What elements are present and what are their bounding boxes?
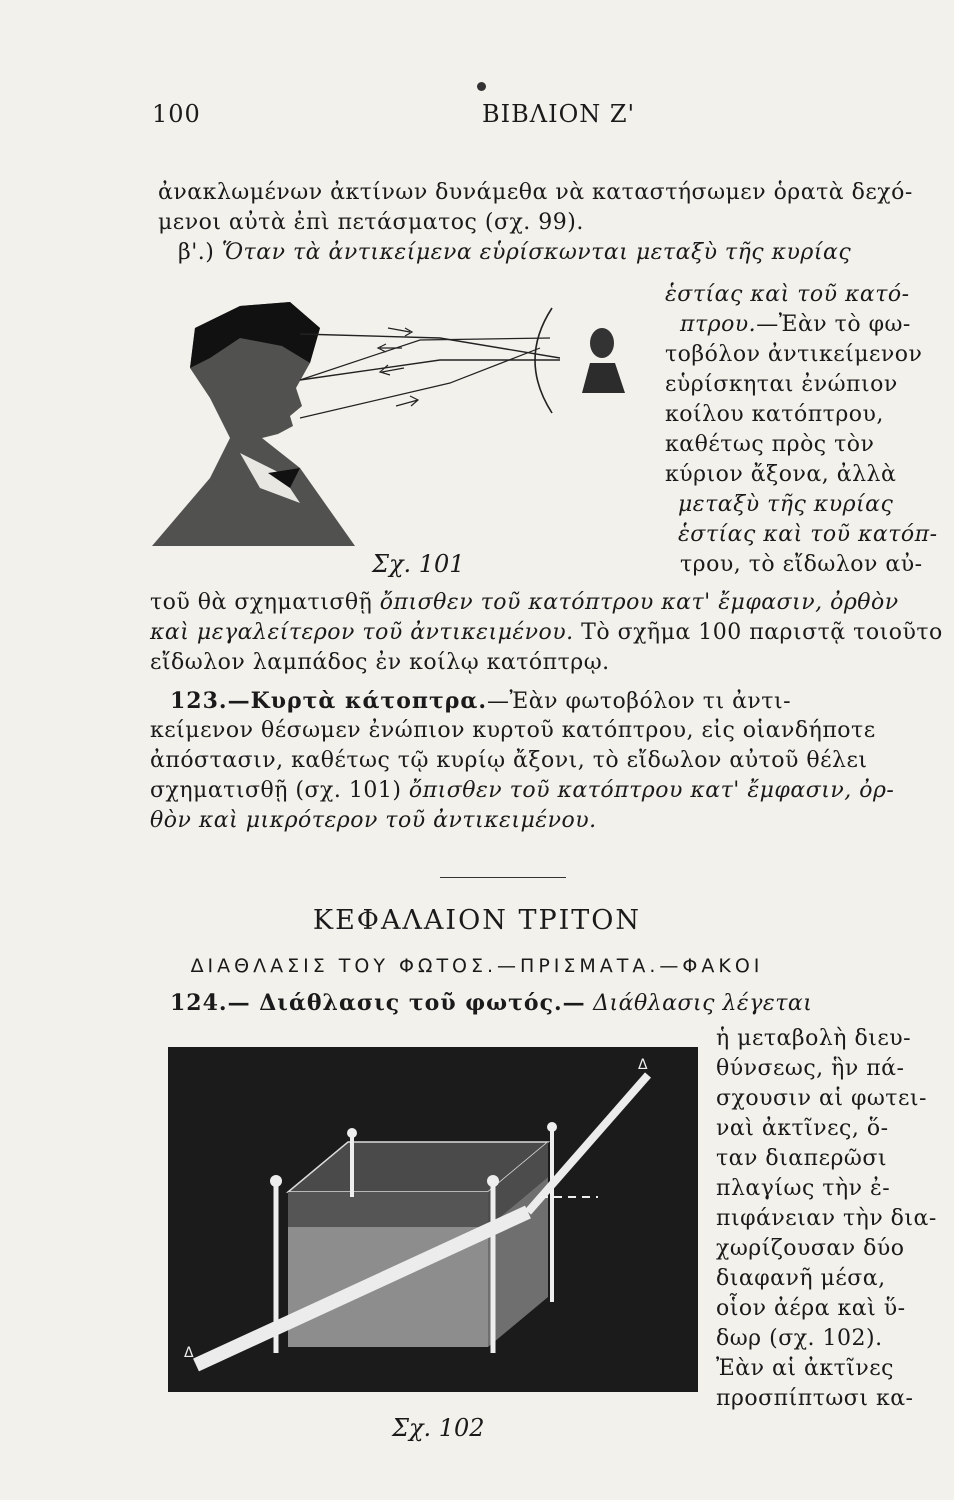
- text-line: ἡ μεταβολὴ διευ-: [716, 1026, 912, 1051]
- divider-rule: [440, 877, 566, 878]
- text-line: [150, 620, 943, 645]
- figure-label-delta: Δ: [638, 1057, 648, 1073]
- text-line: κείμενον θέσωμεν ἐνώπιον κυρτοῦ κατόπτρου, εἰς οἱανδήποτε: [150, 718, 876, 743]
- italic-run: καὶ μεγαλείτερον τοῦ ἀντικειμένου.: [150, 620, 574, 645]
- text-line: μενοι αὐτὰ ἐπὶ πετάσματος (σχ. 99).: [158, 210, 584, 235]
- text-line: ἀνακλωμένων ἀκτίνων δυνάμεθα νὰ καταστήσωμεν ὁρατὰ δεχό-: [158, 180, 913, 205]
- text-line: διαφανῆ μέσα,: [716, 1266, 886, 1291]
- text-run: —Ἐὰν φωτοβόλον τι ἀντι-: [487, 689, 792, 714]
- text-line: κοίλου κατόπτρου,: [665, 402, 884, 427]
- italic-run: ὄπισθεν τοῦ κατόπτρου κατ' ἔμφασιν, ὀρ-: [408, 778, 895, 803]
- text-line: εἴδωλον λαμπάδος ἐν κοίλῳ κατόπτρῳ.: [150, 650, 610, 675]
- text-run: τοῦ θὰ σχηματισθῇ: [150, 590, 380, 615]
- text-line: κύριον ἄξονα, ἀλλὰ: [665, 462, 897, 487]
- figure-102-caption: Σχ. 102: [392, 1414, 485, 1442]
- text-line: μεταξὺ τῆς κυρίας: [678, 492, 894, 517]
- text-line: προσπίπτωσι κα-: [716, 1386, 914, 1411]
- figure-101-caption: Σχ. 101: [372, 550, 465, 578]
- text-line: θὸν καὶ μικρότερον τοῦ ἀντικειμένου.: [150, 808, 597, 833]
- text-line: εὑρίσκηται ἐνώπιον: [665, 372, 898, 397]
- text-line: τοβόλον ἀντικείμενον: [665, 342, 923, 367]
- text-line: Ἐὰν αἱ ἀκτῖνες: [716, 1356, 894, 1381]
- figure-101-convex-mirror: [150, 288, 645, 550]
- italic-run: ὄπισθεν τοῦ κατόπτρου κατ' ἔμφασιν, ὀρθὸν: [379, 590, 899, 615]
- text-line: χωρίζουσαν δύο: [716, 1236, 905, 1261]
- running-title: ΒΙΒΛΙΟΝ Ζ': [482, 100, 636, 128]
- text-line: οἷον ἀέρα καὶ ὕ-: [716, 1296, 906, 1321]
- figure-label-delta: Δ: [184, 1345, 194, 1361]
- text-line: ταν διαπερῶσι: [716, 1146, 887, 1171]
- text-line: [150, 590, 899, 615]
- italic-run: πτρου.: [680, 312, 757, 337]
- text-line: σχουσιν αἱ φωτει-: [716, 1086, 927, 1111]
- text-run: —Ἐὰν τὸ φω-: [756, 312, 911, 337]
- text-line: ναὶ ἀκτῖνες, ὅ-: [716, 1116, 889, 1141]
- text-line: καθέτως πρὸς τὸν: [665, 432, 875, 457]
- bold-run: 123.—Κυρτὰ κάτοπτρα.: [170, 688, 488, 714]
- page-number: 100: [152, 100, 201, 128]
- text-run: σχηματισθῇ (σχ. 101): [150, 778, 409, 803]
- figure-102-refraction-tank: [168, 1047, 698, 1392]
- section-123-heading: [170, 688, 791, 714]
- text-run: Τὸ σχῆμα 100 παριστᾷ τοιοῦτο: [573, 620, 943, 645]
- italic-run: Διάθλασις λέγεται: [585, 991, 813, 1016]
- text-line: πιφάνειαν τὴν δια-: [716, 1206, 937, 1231]
- text-line: ἑστίας καὶ τοῦ κατόπ-: [678, 522, 938, 547]
- text-line: [178, 240, 851, 265]
- text-line: ἑστίας καὶ τοῦ κατό-: [665, 282, 910, 307]
- ink-speck: [477, 82, 486, 91]
- text-line: πλαγίως τὴν ἐ-: [716, 1176, 891, 1201]
- text-line: [150, 778, 894, 803]
- italic-heading: Ὅταν τὰ ἀντικείμενα εὑρίσκωνται μεταξὺ τῆς κυρίας: [221, 240, 852, 265]
- text-line: δωρ (σχ. 102).: [716, 1326, 883, 1351]
- section-124-heading: [170, 990, 812, 1016]
- chapter-title: ΚΕΦΑΛΑΙΟΝ ΤΡΙΤΟΝ: [312, 905, 642, 936]
- list-marker: β'.): [178, 240, 222, 265]
- bold-run: 124.— Διάθλασις τοῦ φωτός.—: [170, 990, 586, 1016]
- text-line: θύνσεως, ἣν πά-: [716, 1056, 905, 1081]
- text-line: [680, 312, 911, 337]
- text-line: ἀπόστασιν, καθέτως τῷ κυρίῳ ἄξονι, τὸ εἴδωλον αὐτοῦ θέλει: [150, 748, 868, 773]
- chapter-subtitle: ΔΙΑΘΛΑΣΙΣ ΤΟΥ ΦΩΤΟΣ.—ΠΡΙΣΜΑΤΑ.—ΦΑΚΟΙ: [190, 955, 764, 977]
- text-line: τρου, τὸ εἴδωλον αὐ-: [680, 552, 923, 577]
